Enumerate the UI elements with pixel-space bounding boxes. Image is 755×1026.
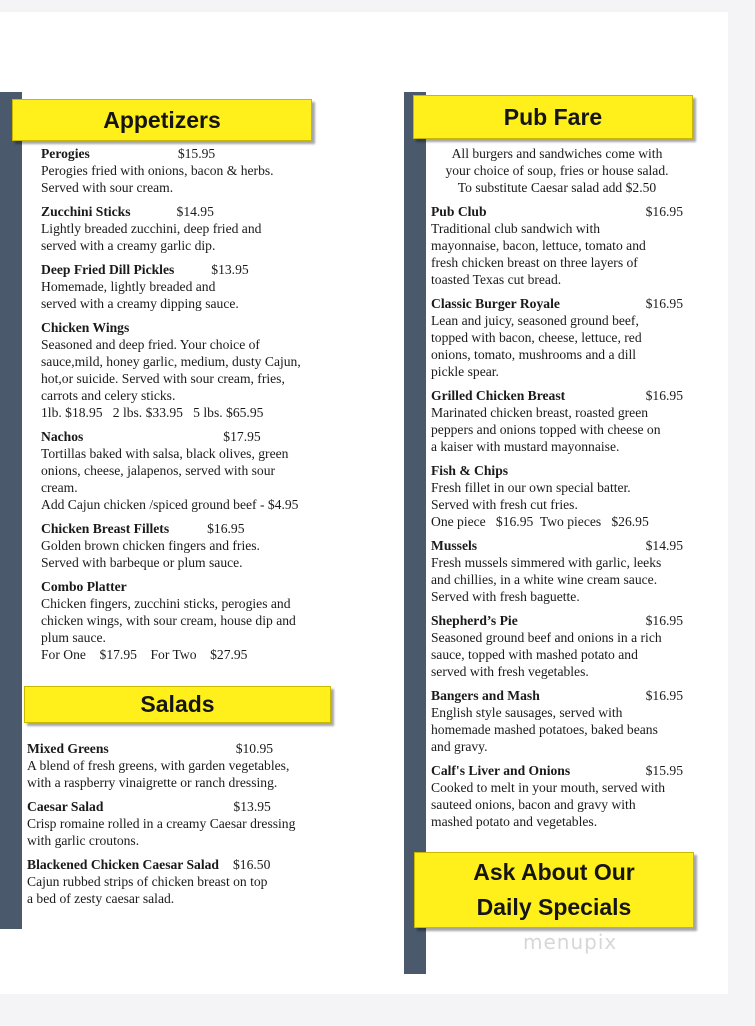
item-desc: Golden brown chicken fingers and fries.: [41, 538, 260, 553]
menu-item: [431, 687, 683, 755]
item-desc: peppers and onions topped with cheese on: [431, 422, 661, 437]
appetizers-heading: Appetizers: [12, 99, 312, 141]
menu-item: [41, 261, 331, 312]
item-name: Mixed Greens: [27, 741, 109, 756]
item-name: Pub Club: [431, 204, 487, 219]
item-name: Bangers and Mash: [431, 688, 540, 703]
pub-fare-intro: [431, 145, 683, 196]
item-desc: Lean and juicy, seasoned ground beef,: [431, 313, 639, 328]
menu-item: [431, 537, 683, 605]
item-name: Deep Fried Dill Pickles: [41, 262, 175, 277]
item-desc: Served with sour cream.: [41, 180, 174, 195]
item-desc: Seasoned and deep fried. Your choice of: [41, 337, 260, 352]
item-desc: with a raspberry vinaigrette or ranch dressing.: [27, 775, 278, 790]
item-desc: served with a creamy dipping sauce.: [41, 296, 239, 311]
item-price: $17.95: [223, 429, 261, 444]
menu-item: [431, 387, 683, 455]
item-desc: Seasoned ground beef and onions in a rich: [431, 630, 662, 645]
item-desc: mashed potato and vegetables.: [431, 814, 598, 829]
daily-specials-banner: [414, 852, 694, 928]
item-price: $13.95: [233, 799, 271, 814]
item-name: Fish & Chips: [431, 463, 509, 478]
menu-item: [431, 612, 683, 680]
item-name: Chicken Breast Fillets: [41, 521, 170, 536]
item-price: $14.95: [176, 204, 214, 219]
item-price: $15.95: [645, 763, 683, 778]
intro-line: your choice of soup, fries or house salad.: [445, 163, 669, 178]
item-desc: sauteed onions, bacon and gravy with: [431, 797, 636, 812]
item-name: Mussels: [431, 538, 478, 553]
item-desc: Crisp romaine rolled in a creamy Caesar dressing: [27, 816, 296, 831]
menu-item: [41, 145, 331, 196]
item-price: $16.95: [645, 388, 683, 403]
item-price: $16.95: [645, 204, 683, 219]
item-name: Blackened Chicken Caesar Salad: [27, 857, 219, 872]
item-desc: served with fresh vegetables.: [431, 664, 589, 679]
salads-list: [27, 740, 327, 914]
menu-item: [41, 578, 331, 663]
menu-item: [41, 428, 331, 513]
item-desc: chicken wings, with sour cream, house dip and: [41, 613, 296, 628]
item-name: Shepherd’s Pie: [431, 613, 518, 628]
item-name: Grilled Chicken Breast: [431, 388, 566, 403]
item-desc: Served with fresh cut fries.: [431, 497, 578, 512]
item-desc: hot,or suicide. Served with sour cream, fries,: [41, 371, 285, 386]
item-desc: onions, tomato, mushrooms and a dill: [431, 347, 637, 362]
left-accent-bar: [0, 92, 22, 929]
menu-item: [431, 462, 683, 530]
item-desc: pickle spear.: [431, 364, 499, 379]
item-price: $15.95: [177, 146, 216, 161]
pub-fare-heading: Pub Fare: [413, 95, 693, 139]
menu-item: [41, 520, 331, 571]
item-desc: and chillies, in a white wine cream sauce.: [431, 572, 658, 587]
item-price: $16.50: [232, 857, 271, 872]
item-desc: Marinated chicken breast, roasted green: [431, 405, 649, 420]
item-desc: Traditional club sandwich with: [431, 221, 601, 236]
intro-line: To substitute Caesar salad add $2.50: [457, 180, 657, 195]
menu-item: [41, 319, 331, 421]
item-desc: Fresh mussels simmered with garlic, leeks: [431, 555, 662, 570]
center-accent-bar: [404, 92, 426, 974]
item-desc: toasted Texas cut bread.: [431, 272, 562, 287]
item-price: $14.95: [645, 538, 683, 553]
pub-fare-list: [431, 145, 683, 837]
item-price-options: 1lb. $18.95 2 lbs. $33.95 5 lbs. $65.95: [41, 405, 264, 420]
item-desc: A blend of fresh greens, with garden vegetables,: [27, 758, 290, 773]
item-desc: and gravy.: [431, 739, 488, 754]
item-desc: with garlic croutons.: [27, 833, 140, 848]
item-desc: Cajun rubbed strips of chicken breast on top: [27, 874, 268, 889]
item-price-options: One piece $16.95 Two pieces $26.95: [431, 514, 649, 529]
item-name: Combo Platter: [41, 579, 127, 594]
menu-item: [431, 203, 683, 288]
item-name: Caesar Salad: [27, 799, 104, 814]
item-desc: fresh chicken breast on three layers of: [431, 255, 638, 270]
specials-line-2: Daily Specials: [476, 894, 632, 920]
specials-line-1: Ask About Our: [473, 859, 635, 885]
item-desc: Cooked to melt in your mouth, served with: [431, 780, 666, 795]
item-desc: served with a creamy garlic dip.: [41, 238, 216, 253]
item-desc: Homemade, lightly breaded and: [41, 279, 216, 294]
item-desc: Served with fresh baguette.: [431, 589, 580, 604]
item-desc: homemade mashed potatoes, baked beans: [431, 722, 658, 737]
item-price: $16.95: [645, 296, 683, 311]
salads-heading: Salads: [24, 686, 331, 723]
item-name: Calf's Liver and Onions: [431, 763, 571, 778]
item-price: $16.95: [645, 688, 683, 703]
item-desc: plum sauce.: [41, 630, 106, 645]
item-desc: mayonnaise, bacon, lettuce, tomato and: [431, 238, 646, 253]
item-desc: Fresh fillet in our own special batter.: [431, 480, 631, 495]
item-desc: a bed of zesty caesar salad.: [27, 891, 175, 906]
item-desc: topped with bacon, cheese, lettuce, red: [431, 330, 642, 345]
item-desc: onions, cheese, jalapenos, served with sour: [41, 463, 276, 478]
item-desc: carrots and celery sticks.: [41, 388, 176, 403]
item-desc: Chicken fingers, zucchini sticks, perogies and: [41, 596, 291, 611]
watermark: menupix: [523, 930, 618, 954]
item-price: $16.95: [645, 613, 683, 628]
item-desc: Perogies fried with onions, bacon & herbs.: [41, 163, 274, 178]
item-price-options: For One $17.95 For Two $27.95: [41, 647, 248, 662]
item-price: $13.95: [211, 262, 249, 277]
item-desc: cream.: [41, 480, 78, 495]
item-desc: sauce,mild, honey garlic, medium, dusty Cajun,: [41, 354, 301, 369]
item-name: Chicken Wings: [41, 320, 130, 335]
item-desc: Served with barbeque or plum sauce.: [41, 555, 243, 570]
item-desc: sauce, topped with mashed potato and: [431, 647, 638, 662]
menu-item: [41, 203, 331, 254]
menu-item: [431, 295, 683, 380]
item-price: $16.95: [207, 521, 245, 536]
item-name: Perogies: [41, 146, 90, 161]
menu-item: [27, 856, 327, 907]
item-name: Zucchini Sticks: [41, 204, 131, 219]
appetizers-list: [41, 145, 331, 670]
item-desc: Lightly breaded zucchini, deep fried and: [41, 221, 262, 236]
item-price: $10.95: [235, 741, 274, 756]
menu-item: [27, 740, 327, 791]
item-desc: a kaiser with mustard mayonnaise.: [431, 439, 620, 454]
intro-line: All burgers and sandwiches come with: [451, 146, 663, 161]
menu-item: [27, 798, 327, 849]
item-desc: English style sausages, served with: [431, 705, 623, 720]
item-desc: Tortillas baked with salsa, black olives, green: [41, 446, 289, 461]
item-desc: Add Cajun chicken /spiced ground beef - $4.95: [41, 497, 299, 512]
menu-item: [431, 762, 683, 830]
item-name: Nachos: [41, 429, 84, 444]
item-name: Classic Burger Royale: [431, 296, 560, 311]
